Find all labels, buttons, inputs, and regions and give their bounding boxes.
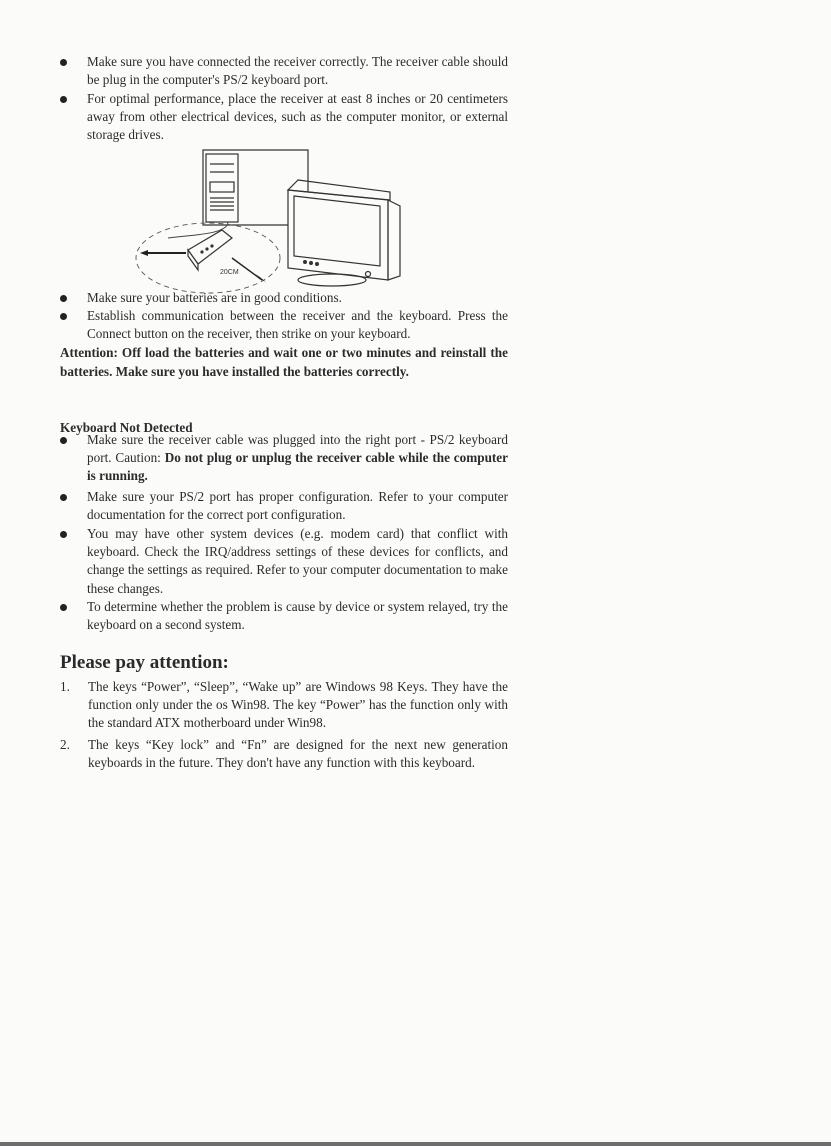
bullet-item (60, 53, 508, 89)
bullet-dot (60, 313, 67, 320)
bullet-text: To determine whether the problem is cause by device or system relayed, try the keyboard on a second system. (87, 599, 508, 633)
bullet-dot (60, 531, 67, 538)
item-text: The keys “Key lock” and “Fn” are designed for the next new generation keyboards in the future. They don't have any function with this keyboard. (88, 737, 508, 771)
bullet-item (60, 90, 508, 145)
item-text: The keys “Power”, “Sleep”, “Wake up” are Windows 98 Keys. They have the function only under the os Win98. The key “Power” has the function only with the standard ATX motherboard under Win98. (88, 679, 508, 731)
bullet-text: Establish communication between the receiver and the keyboard. Press the Connect button on the receiver, then strike on your keyboard. (87, 308, 508, 342)
bullet-text (87, 431, 508, 486)
monitor-icon (288, 180, 400, 286)
section-heading-please: Please pay attention: (60, 652, 229, 673)
numbered-item (60, 678, 508, 733)
bullet-text: Make sure your PS/2 port has proper configuration. Refer to your computer documentation for the correct port configuration. (87, 489, 508, 523)
bullet-text: For optimal performance, place the receiver at east 8 inches or 20 centimeters away from other electrical devices, such as the computer monitor, or external storage drives. (87, 91, 508, 143)
bullet-text: Make sure your batteries are in good conditions. (87, 290, 342, 305)
bullet-dot (60, 437, 67, 444)
bullet-item (60, 525, 508, 598)
bullet-text: Make sure you have connected the receiver correctly. The receiver cable should be plug in the computer's PS/2 keyboard port. (87, 54, 508, 88)
receiver-placement-illustration (128, 140, 418, 300)
bullet-text-main: Make sure the receiver cable was plugged into the right port - PS/2 keyboard port. (87, 432, 508, 466)
item-number: 1. (60, 679, 70, 694)
bullet-item (60, 598, 508, 634)
bullet-item (60, 307, 508, 343)
bullet-item (60, 431, 508, 486)
bullet-dot (60, 604, 67, 611)
bullet-dot (60, 494, 67, 501)
page-bottom-edge (0, 1142, 831, 1146)
caution-label: Caution: (115, 450, 161, 466)
numbered-item (60, 736, 508, 772)
bullet-dot (60, 295, 67, 302)
bullet-dot (60, 59, 67, 66)
bullet-item (60, 289, 508, 307)
section-heading-keyboard: Keyboard Not Detected (60, 420, 193, 435)
bullet-item (60, 488, 508, 524)
bullet-text: You may have other system devices (e.g. modem card) that conflict with keyboard. Check the IRQ/address settings of these devices for conflicts, and change the settings as required. Refer to your computer documentation to make these changes. (87, 526, 508, 596)
distance-label: 20CM (220, 269, 239, 276)
receiver-icon (188, 230, 232, 270)
item-number: 2. (60, 737, 70, 752)
attention-note: Attention: Off load the batteries and wait one or two minutes and reinstall the batteries. Make sure you have installed the batteries correctly. (60, 345, 508, 379)
caution-text: Do not plug or unplug the receiver cable while the computer is running. (87, 450, 509, 484)
bullet-dot (60, 96, 67, 103)
